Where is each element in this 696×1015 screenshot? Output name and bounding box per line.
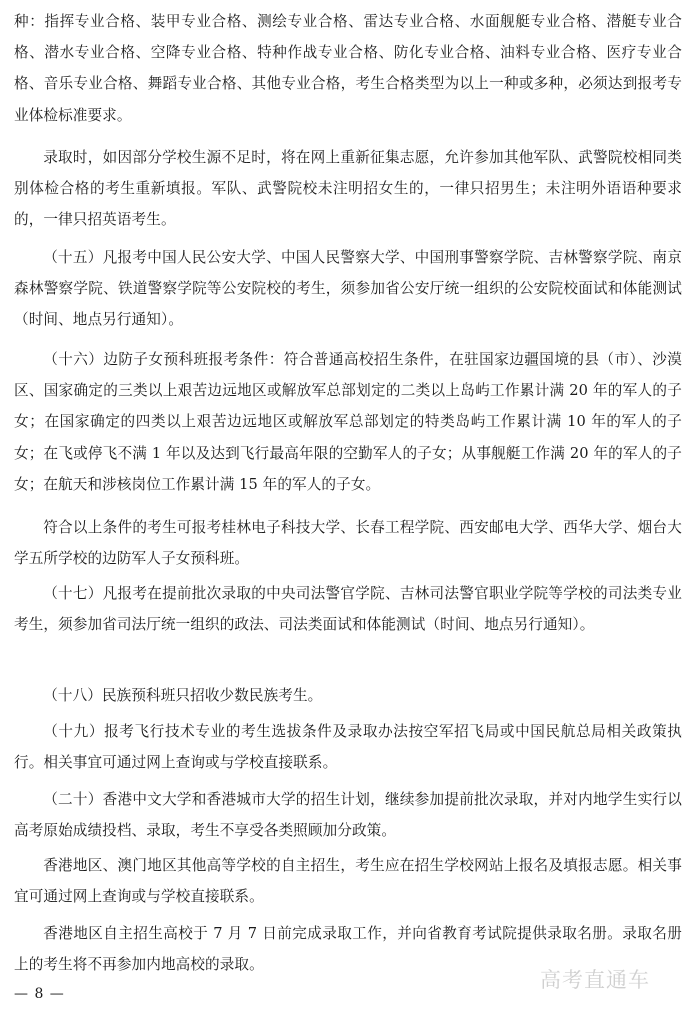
paragraph-item-18-ethnic: （十八）民族预科班只招收少数民族考生。 (43, 687, 323, 704)
paragraph-item-19-flight: （十九）报考飞行技术专业的考生选拔条件及录取办法按空军招飞局或中国民航总局相关政策执行。相关事宜可通过网上查询或与学校直接联系。 (14, 723, 682, 772)
paragraph-border-prep-schools: 符合以上条件的考生可报考桂林电子科技大学、长春工程学院、西安邮电大学、西华大学、烟台大学五所学校的边防军人子女预科班。 (14, 519, 682, 568)
paragraph-item-17-judicial: （十七）凡报考在提前批次录取的中央司法警官学院、吉林司法警官职业学院等学校的司法类专业考生，须参加省司法厅统一组织的政法、司法类面试和体能测试（时间、地点另行通知）。 (14, 585, 682, 634)
paragraph-item-16-border: （十六）边防子女预科班报考条件：符合普通高校招生条件，在驻国家边疆国境的县（市）、沙漠区、国家确定的三类以上艰苦边远地区或解放军总部划定的二类以上岛屿工作累计满 20 年的军人的子女；在国家确定的四类以上艰苦边远地区或解放军总部划定的特类岛屿工作累计满 10 年的军人的子女；在飞或停飞不满 1 年以及达到飞行最高年限的空勤军人的子女；从事舰艇工作满 20 年的军人的子女；在航天和涉核岗位工作累计满 15 年的军人的子女。 (14, 351, 682, 493)
paragraph-admission-resubmission: 录取时，如因部分学校生源不足时，将在网上重新征集志愿，允许参加其他军队、武警院校相同类别体检合格的考生重新填报。军队、武警院校未注明招女生的，一律只招男生；未注明外语语种要求的，一律只招英语考生。 (14, 149, 682, 229)
paragraph-hk-deadline: 香港地区自主招生高校于 7 月 7 日前完成录取工作，并向省教育考试院提供录取名册。录取名册上的考生将不再参加内地高校的录取。 (14, 925, 682, 974)
paragraph-hk-macau-self-enroll: 香港地区、澳门地区其他高等学校的自主招生，考生应在招生学校网站上报名及填报志愿。相关事宜可通过网上查询或与学校直接联系。 (14, 857, 682, 906)
paragraph-item-20-hongkong: （二十）香港中文大学和香港城市大学的招生计划，继续参加提前批次录取，并对内地学生实行以高考原始成绩投档、录取，考生不享受各类照顾加分政策。 (14, 791, 682, 840)
paragraph-item-15-police: （十五）凡报考中国人民公安大学、中国人民警察大学、中国刑事警察学院、吉林警察学院、南京森林警察学院、铁道警察学院等公安院校的考生，须参加省公安厅统一组织的公安院校面试和体能测试（时间、地点另行通知）。 (14, 249, 682, 329)
paragraph-physical-exam-types: 种：指挥专业合格、装甲专业合格、测绘专业合格、雷达专业合格、水面舰艇专业合格、潜艇专业合格、潜水专业合格、空降专业合格、特种作战专业合格、防化专业合格、油料专业合格、医疗专业合格、音乐专业合格、舞蹈专业合格、其他专业合格，考生合格类型为以上一种或多种，必须达到报考专业体检标准要求。 (14, 13, 682, 124)
watermark-text: 高考直通车 (540, 968, 650, 992)
page-number: — 8 — (14, 986, 65, 1002)
